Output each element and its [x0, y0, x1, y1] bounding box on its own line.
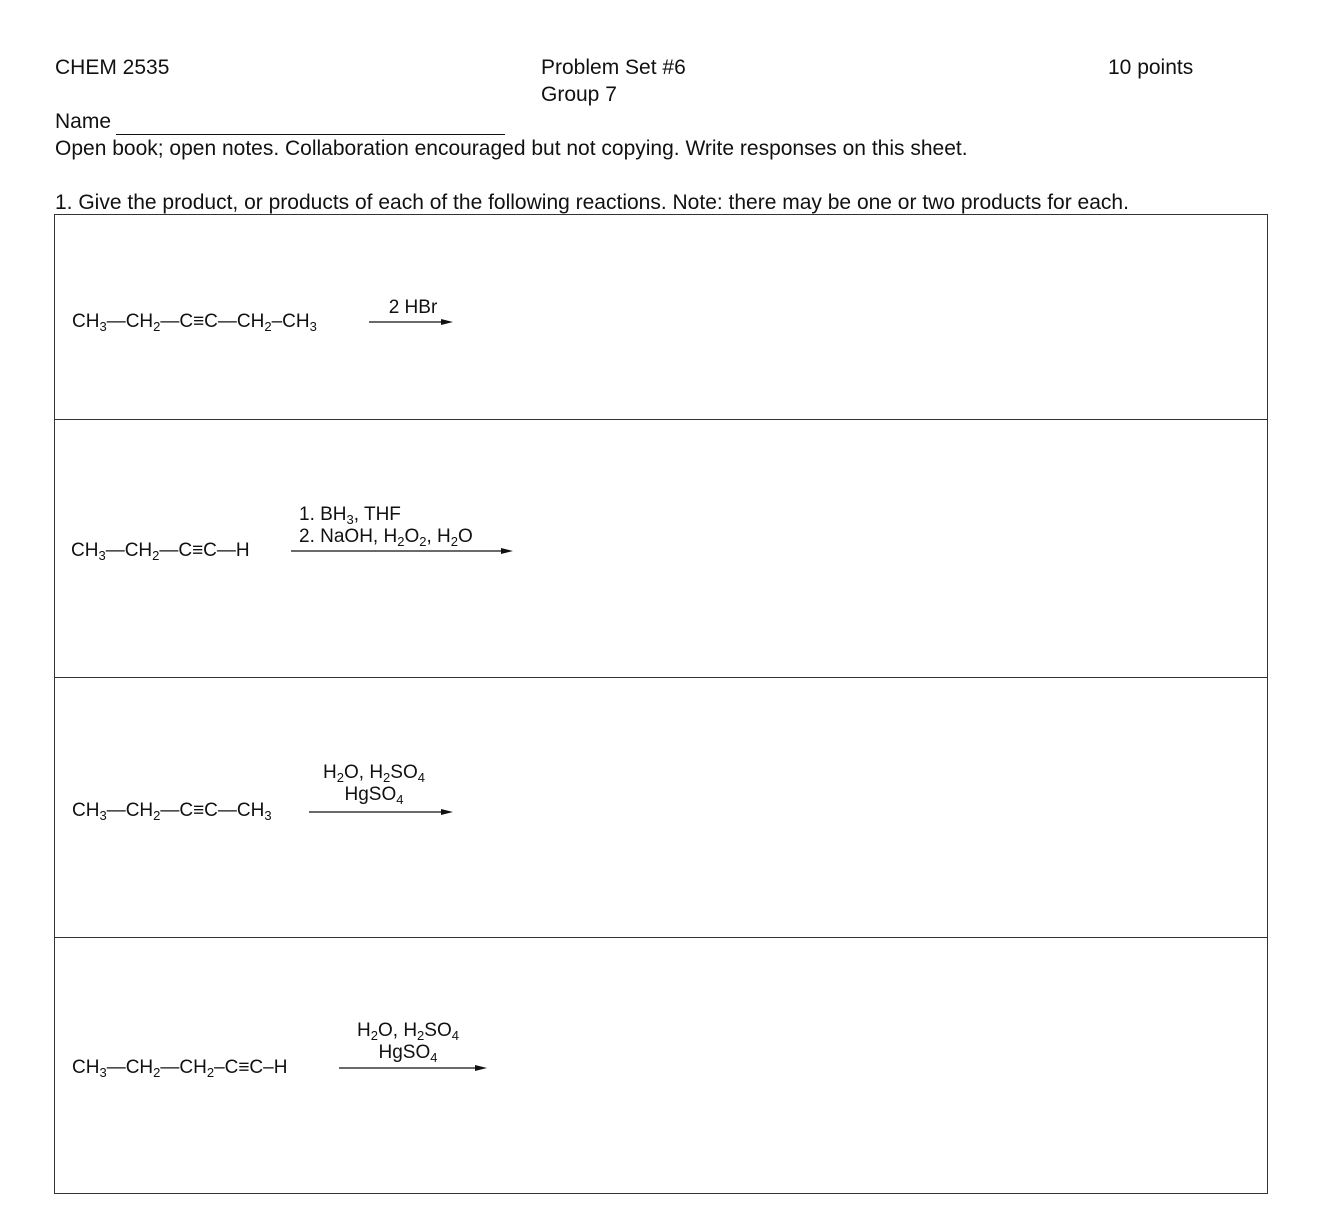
reactant-formula [72, 1057, 287, 1079]
formula-text: —CH [105, 540, 153, 561]
reagent-text: 1. BH [299, 504, 347, 525]
reaction-arrow [339, 1063, 487, 1073]
reagent-subscript: 4 [417, 770, 425, 785]
formula-subscript: 3 [99, 319, 107, 334]
reagent-subscript: 2 [450, 534, 458, 549]
reactant-formula [71, 540, 250, 562]
group-number: Group 7 [541, 83, 617, 106]
problem-set-title [541, 54, 686, 108]
reagent-text: , THF [353, 504, 401, 525]
formula-subscript: 2 [153, 808, 161, 823]
reagent-text: O, H [343, 762, 384, 783]
reagent-line [299, 526, 473, 548]
name-label: Name [55, 110, 112, 133]
formula-subscript: 2 [153, 319, 161, 334]
reagent-subscript: 3 [346, 512, 354, 527]
reagent-subscript: 2 [370, 1028, 378, 1043]
formula-text: CH [72, 800, 100, 821]
reagent-text: 2. NaOH, H [299, 526, 398, 547]
reagent-text: HgSO [378, 1042, 431, 1063]
formula-text: —CH [106, 1057, 154, 1078]
problem-set-number: Problem Set #6 [541, 56, 686, 79]
reaction-row-4[interactable] [55, 938, 1267, 1193]
question-text: 1. Give the product, or products of each of the following reactions. Note: there may be one or two products for each. [55, 191, 1129, 214]
reagent-subscript: 2 [383, 770, 391, 785]
reagent-text: H [323, 762, 337, 783]
reaction-row-3[interactable] [55, 678, 1267, 938]
reagent-subscript: 2 [397, 534, 405, 549]
reagent-text: O, H [377, 1020, 418, 1041]
reagent-subscript: 2 [417, 1028, 425, 1043]
reactant-formula [72, 311, 317, 333]
name-blank-line[interactable] [116, 112, 505, 135]
reagent-subscript: 4 [396, 792, 404, 807]
name-field-row [55, 108, 505, 135]
formula-text: —C≡C—CH [160, 311, 265, 332]
reactant-formula [72, 800, 272, 822]
reagent-subscript: 2 [336, 770, 344, 785]
formula-text: —C≡C—CH [160, 800, 265, 821]
reagent-text: , H [426, 526, 451, 547]
reagent-text: O [457, 526, 473, 547]
formula-text: CH [72, 311, 100, 332]
reagent-conditions [309, 762, 439, 806]
formula-subscript: 2 [206, 1065, 215, 1080]
answer-table [54, 214, 1268, 1194]
formula-subscript: 3 [264, 808, 272, 823]
formula-subscript: 2 [264, 319, 272, 334]
reagent-subscript: 4 [430, 1050, 438, 1065]
reaction-arrow [291, 546, 513, 556]
formula-subscript: 3 [98, 548, 106, 563]
formula-subscript: 3 [99, 1065, 107, 1080]
formula-text: CH [72, 1057, 100, 1078]
formula-text: —CH [160, 1057, 207, 1078]
reagent-text: O [404, 526, 420, 547]
reagent-text: 2 HBr [388, 297, 438, 318]
reaction-arrow [369, 317, 453, 327]
reagent-text: HgSO [344, 784, 397, 805]
formula-text: —CH [106, 311, 154, 332]
formula-subscript: 3 [309, 319, 317, 334]
formula-subscript: 2 [152, 548, 160, 563]
formula-text: —CH [106, 800, 154, 821]
formula-text: CH [71, 540, 99, 561]
points-value: 10 points [1108, 56, 1194, 79]
reagent-subscript: 2 [419, 534, 427, 549]
formula-text: –CH [271, 311, 310, 332]
reagent-text: SO [424, 1020, 452, 1041]
reagent-line [373, 297, 453, 319]
reagent-conditions [343, 1020, 473, 1064]
formula-text: –C≡C–H [214, 1057, 288, 1078]
reagent-line [343, 1020, 473, 1042]
reagent-text: SO [390, 762, 418, 783]
reagent-text: H [357, 1020, 371, 1041]
reagent-subscript: 4 [451, 1028, 459, 1043]
instructions-text: Open book; open notes. Collaboration encouraged but not copying. Write responses on this sheet. [55, 137, 968, 160]
reaction-row-1[interactable] [55, 215, 1267, 420]
reagent-line [299, 504, 473, 526]
reagent-conditions [299, 504, 473, 548]
reagent-line [309, 762, 439, 784]
formula-subscript: 2 [153, 1065, 161, 1080]
reagent-conditions [373, 297, 453, 319]
reagent-line [309, 784, 439, 806]
reagent-line [343, 1042, 473, 1064]
formula-subscript: 3 [99, 808, 107, 823]
formula-text: —C≡C—H [159, 540, 250, 561]
reaction-arrow [309, 807, 453, 817]
course-code: CHEM 2535 [55, 56, 170, 79]
reaction-row-2[interactable] [55, 420, 1267, 678]
